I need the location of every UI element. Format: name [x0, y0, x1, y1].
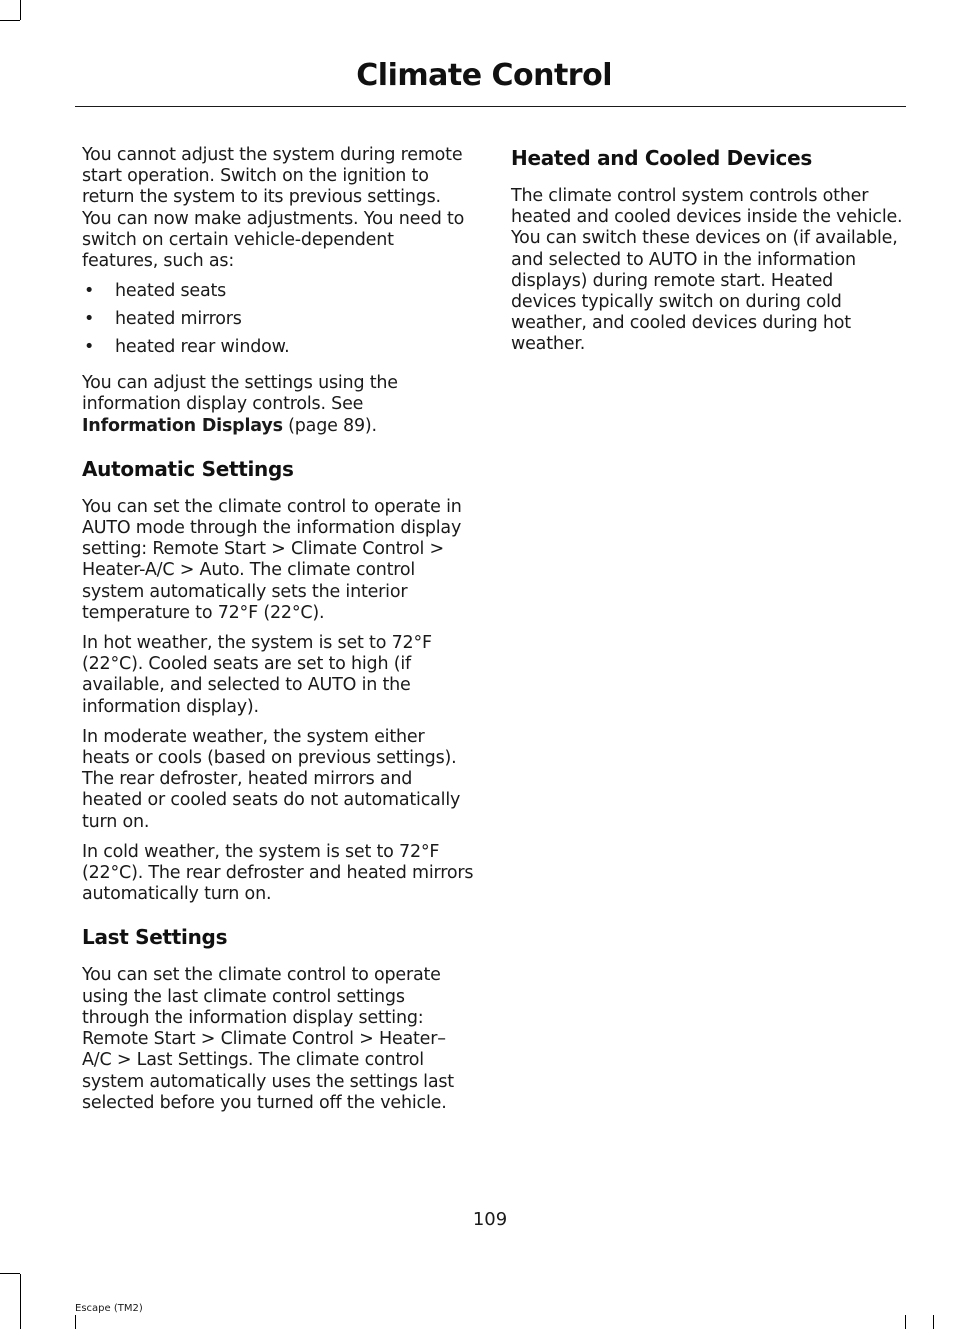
title-divider: [75, 106, 906, 107]
adjust-paragraph: [82, 373, 474, 437]
cold-weather-paragraph: In cold weather, the system is set to 72°F (22°C). The rear defroster and heated mirrors automatically turn on.: [82, 841, 474, 905]
bullet-icon: •: [84, 281, 95, 302]
crop-mark: [0, 20, 20, 21]
list-item: [82, 337, 474, 365]
page-number: 109: [472, 1209, 508, 1230]
crop-mark: [75, 1315, 76, 1329]
crop-mark: [933, 1315, 934, 1329]
hot-weather-paragraph: In hot weather, the system is set to 72°F (22°C). Cooled seats are set to high (if available, and selected to AUTO in the information display).: [82, 633, 432, 717]
left-column: [82, 145, 474, 1123]
bullet-icon: •: [84, 337, 95, 358]
intro-paragraph: You cannot adjust the system during remote start operation. Switch on the ignition to return the system to its previous settings. You can now make adjustments. You need to switch on certain vehicle-dependent features, such as:: [82, 145, 465, 272]
adjust-text: You can adjust the settings using the information display controls. See: [82, 373, 398, 415]
automatic-settings-heading: Automatic Settings: [82, 456, 294, 481]
footer-model: Escape (TM2): [75, 1303, 143, 1314]
last-settings-heading: Last Settings: [82, 925, 228, 950]
right-column: [511, 145, 903, 365]
list-item: [82, 309, 474, 337]
crop-mark: [20, 0, 21, 20]
bullet-icon: •: [84, 309, 95, 330]
crop-mark: [20, 1274, 21, 1329]
list-item: [82, 281, 474, 309]
page-reference: (page 89).: [282, 415, 377, 436]
list-item-label: heated seats: [115, 281, 227, 302]
moderate-weather-paragraph: In moderate weather, the system either heats or cools (based on previous settings). The rear defroster, heated mirrors and heated or cooled seats do not automatically turn on.: [82, 726, 461, 832]
automatic-paragraph: You can set the climate control to operate in AUTO mode through the information display setting: Remote Start > Climate Control > Heater-A/C > Auto. The climate control system automatically sets the interior temperature to 72°F (22°C).: [82, 496, 462, 623]
list-item-label: heated rear window.: [115, 337, 290, 358]
feature-list: [82, 281, 474, 365]
list-item-label: heated mirrors: [115, 309, 242, 330]
page-title: Climate Control: [356, 58, 612, 93]
crop-mark: [905, 1315, 906, 1329]
last-settings-paragraph: You can set the climate control to operate using the last climate control settings through the information display setting: Remote Start > Climate Control > Heater–A/C > Last Settings. The climate control system automatically uses the settings last selected before you turned off the vehicle.: [82, 965, 454, 1113]
heated-cooled-devices-heading: Heated and Cooled Devices: [511, 146, 812, 170]
crop-mark: [0, 1273, 20, 1274]
information-displays-link[interactable]: Information Displays: [82, 415, 283, 436]
heated-cooled-devices-paragraph: The climate control system controls other heated and cooled devices inside the vehicle. You can switch these devices on (if available, and selected to AUTO in the information displays) during remote start. Heated devices typically switch on during cold weather, and cooled devices during hot weather.: [511, 186, 903, 355]
